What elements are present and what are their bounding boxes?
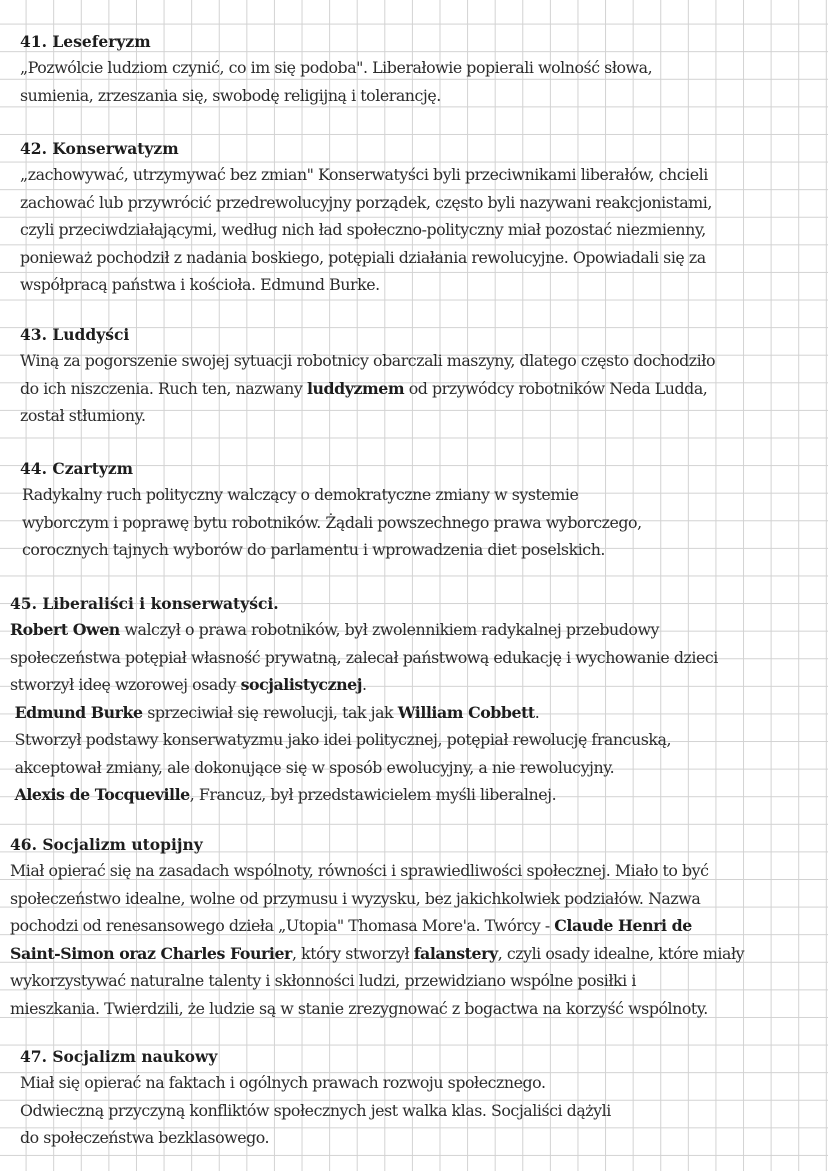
text-line: społeczeństwa potępiał własność prywatną, zalecał państwową edukację i wychowanie dzieci [10, 647, 718, 667]
text-run: sprzeciwiał się rewolucji, tak jak [142, 702, 398, 722]
section-title: 47. Socjalizm naukowy [20, 1047, 218, 1066]
text-line [10, 699, 818, 727]
text-run: do ich niszczenia. Ruch ten, nazwany [20, 378, 307, 398]
text-line: corocznych tajnych wyborów do parlamentu i wprowadzenia diet poselskich. [22, 540, 605, 559]
text-line: sumienia, zrzeszania się, swobodę religijną i tolerancję. [20, 85, 441, 105]
text-line: ponieważ pochodził z nadania boskiego, potępiali działania rewolucyjne. Opowiadali się za [20, 247, 706, 267]
bold-term: Robert Owen [10, 620, 120, 639]
section-title: 41. Leseferyzm [20, 32, 151, 51]
text-run: , czyli osady idealne, które miały [497, 943, 745, 963]
bold-term: Alexis de Tocqueville [14, 785, 190, 804]
section-leseferyzm [20, 30, 818, 109]
text-line: „Pozwólcie ludziom czynić, co im się podoba". Liberałowie popierali wolność słowa, [20, 58, 653, 77]
text-run: stworzył ideę wzorowej osady [10, 675, 241, 694]
text-line: mieszkania. Twierdzili, że ludzie są w stanie zrezygnować z bogactwa na korzyść wspólnoty. [10, 998, 708, 1018]
section-title: 45. Liberaliści i konserwatyści. [10, 594, 279, 613]
text-line: Radykalny ruch polityczny walczący o demokratyczne zmiany w systemie [22, 485, 579, 504]
text-line [10, 671, 818, 699]
text-line: zachować lub przywrócić przedrewolucyjny porządek, często byli nazywani reakcjonistami, [20, 192, 712, 212]
section-czartyzm [20, 457, 818, 564]
bold-term: luddyzmem [306, 378, 405, 398]
bold-term: falanstery [413, 943, 498, 963]
text-line: został stłumiony. [20, 406, 146, 425]
text-line: społeczeństwo idealne, wolne od przymusu i wyzysku, bez jakichkolwiek podziałów. Nazwa [10, 888, 701, 908]
section-title: 44. Czartyzm [20, 459, 134, 478]
text-line: Miał opierać się na zasadach wspólnoty, równości i sprawiedliwości społecznej. Miało to być [10, 861, 709, 880]
text-line: do społeczeństwa bezklasowego. [20, 1128, 270, 1147]
text-line [20, 375, 818, 403]
bold-term: William Cobbett [397, 702, 535, 722]
text-run: od przywódcy robotników Neda Ludda, [404, 378, 708, 398]
text-run: . [534, 702, 540, 722]
text-line: akceptował zmiany, ale dokonujące się w sposób ewolucyjny, a nie rewolucyjny. [10, 757, 615, 777]
text-line: Odwieczną przyczyną konfliktów społecznych jest walka klas. Socjaliści dążyli [20, 1100, 611, 1120]
bold-term: Saint-Simon oraz Charles Fourier [10, 943, 292, 963]
bold-term: socjalistycznej [240, 675, 363, 694]
text-run: , który stworzył [291, 943, 414, 963]
section-luddysci [20, 323, 818, 430]
text-run: , Francuz, był przedstawicielem myśli liberalnej. [189, 785, 557, 804]
text-line [10, 940, 818, 968]
section-socjalizm-utopijny [10, 833, 818, 1022]
text-line: Winą za pogorszenie swojej sytuacji robotnicy obarczali maszyny, dlatego często dochodziło [20, 351, 716, 370]
text-run: pochodzi od renesansowego dzieła „Utopia" Thomasa More'a. Twórcy - [10, 916, 555, 935]
text-line: wykorzystywać naturalne talenty i skłonności ludzi, przewidziano wspólne posiłki i [10, 971, 636, 990]
text-line: współpracą państwa i kościoła. Edmund Burke. [20, 275, 380, 294]
section-socjalizm-naukowy [20, 1045, 818, 1152]
bold-term: Claude Henri de [554, 916, 692, 935]
text-line: wyborczym i poprawę bytu robotników. Żądali powszechnego prawa wyborczego, [22, 512, 642, 532]
text-line [10, 616, 818, 644]
text-line: „zachowywać, utrzymywać bez zmian" Konserwatyści byli przeciwnikami liberałów, chcieli [20, 165, 708, 184]
section-title: 43. Luddyści [20, 325, 130, 344]
section-liberalisci-i-konserwatysci [10, 592, 818, 809]
text-line [10, 781, 818, 809]
text-run: . [362, 675, 367, 694]
section-title: 46. Socjalizm utopijny [10, 835, 203, 854]
text-line: czyli przeciwdziałającymi, według nich ład społeczno-polityczny miał pozostać niezmienny, [20, 220, 706, 239]
section-title: 42. Konserwatyzm [20, 139, 179, 158]
bold-term: Edmund Burke [14, 702, 143, 722]
text-line: Miał się opierać na faktach i ogólnych prawach rozwoju społecznego. [20, 1073, 546, 1092]
text-line: Stworzył podstawy konserwatyzmu jako idei politycznej, potępiał rewolucję francuską, [10, 730, 672, 749]
text-line [10, 912, 818, 940]
section-konserwatyzm [20, 137, 818, 299]
text-run: walczył o prawa robotników, był zwolennikiem radykalnej przebudowy [119, 620, 660, 639]
